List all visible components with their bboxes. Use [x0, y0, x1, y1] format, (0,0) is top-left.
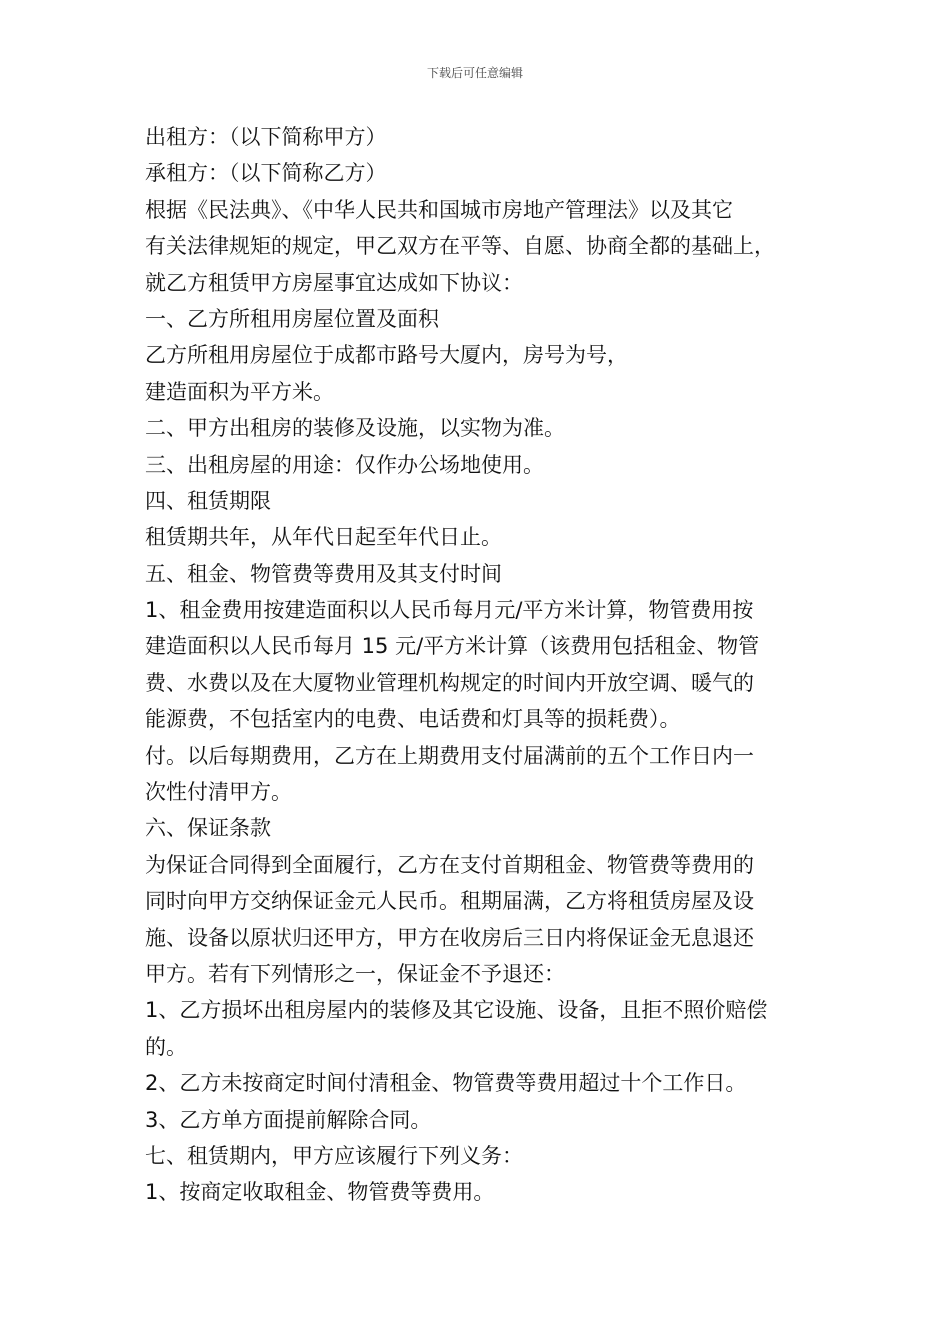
section-heading: 三、出租房屋的用途：仅作办公场地使用。	[145, 452, 544, 477]
contract-body	[145, 119, 810, 1211]
paragraph-line: 3、乙方单方面提前解除合同。	[145, 1107, 432, 1132]
paragraph-line: 有关法律规矩的规定，甲乙双方在平等、自愿、协商全都的基础上，	[145, 234, 775, 259]
section-heading: 六、保证条款	[145, 816, 271, 841]
paragraph-line: 施、设备以原状归还甲方，甲方在收房后三日内将保证金无息退还	[145, 925, 754, 950]
section-heading: 四、租赁期限	[145, 488, 271, 513]
paragraph-line: 1、租金费用按建造面积以人民币每月元/平方米计算，物管费用按	[145, 598, 754, 623]
paragraph-line: 同时向甲方交纳保证金元人民币。租期届满，乙方将租赁房屋及设	[145, 889, 754, 914]
paragraph-line: 承租方：（以下简称乙方）	[145, 161, 387, 186]
paragraph-line: 为保证合同得到全面履行，乙方在支付首期租金、物管费等费用的	[145, 852, 754, 877]
section-heading: 一、乙方所租用房屋位置及面积	[145, 306, 439, 331]
section-heading: 五、租金、物管费等费用及其支付时间	[145, 561, 502, 586]
paragraph-line: 2、乙方未按商定时间付清租金、物管费等费用超过十个工作日。	[145, 1071, 747, 1096]
paragraph-line: 能源费，不包括室内的电费、电话费和灯具等的损耗费）。	[145, 707, 681, 732]
paragraph-line: 乙方所租用房屋位于成都市路号大厦内，房号为号，	[145, 343, 628, 368]
paragraph-line: 出租方：（以下简称甲方）	[145, 125, 387, 149]
page-header: 下载后可任意编辑	[426, 66, 523, 80]
paragraph-line: 1、乙方损坏出租房屋内的装修及其它设施、设备，且拒不照价赔偿	[145, 998, 768, 1023]
paragraph-line: 租赁期共年，从年代日起至年代日止。	[145, 525, 502, 550]
paragraph-line: 根据《民法典》、《中华人民共和国城市房地产管理法》以及其它	[145, 197, 733, 222]
paragraph-line: 建造面积为平方米。	[145, 379, 334, 404]
paragraph-line: 次性付清甲方。	[145, 780, 292, 805]
paragraph-line: 就乙方租赁甲方房屋事宜达成如下协议：	[145, 270, 523, 295]
paragraph-line: 付。以后每期费用，乙方在上期费用支付届满前的五个工作日内一	[145, 743, 754, 768]
paragraph-line: 费、水费以及在大厦物业管理机构规定的时间内开放空调、暖气的	[145, 670, 754, 695]
section-heading: 二、甲方出租房的装修及设施，以实物为准。	[145, 416, 565, 441]
paragraph-line: 甲方。若有下列情形之一，保证金不予退还：	[145, 961, 565, 986]
paragraph-line: 1、按商定收取租金、物管费等费用。	[145, 1180, 495, 1205]
paragraph-line: 的。	[145, 1034, 187, 1059]
paragraph-line: 建造面积以人民币每月 15 元/平方米计算（该费用包括租金、物管	[145, 634, 760, 659]
section-heading: 七、租赁期内，甲方应该履行下列义务：	[145, 1143, 523, 1168]
